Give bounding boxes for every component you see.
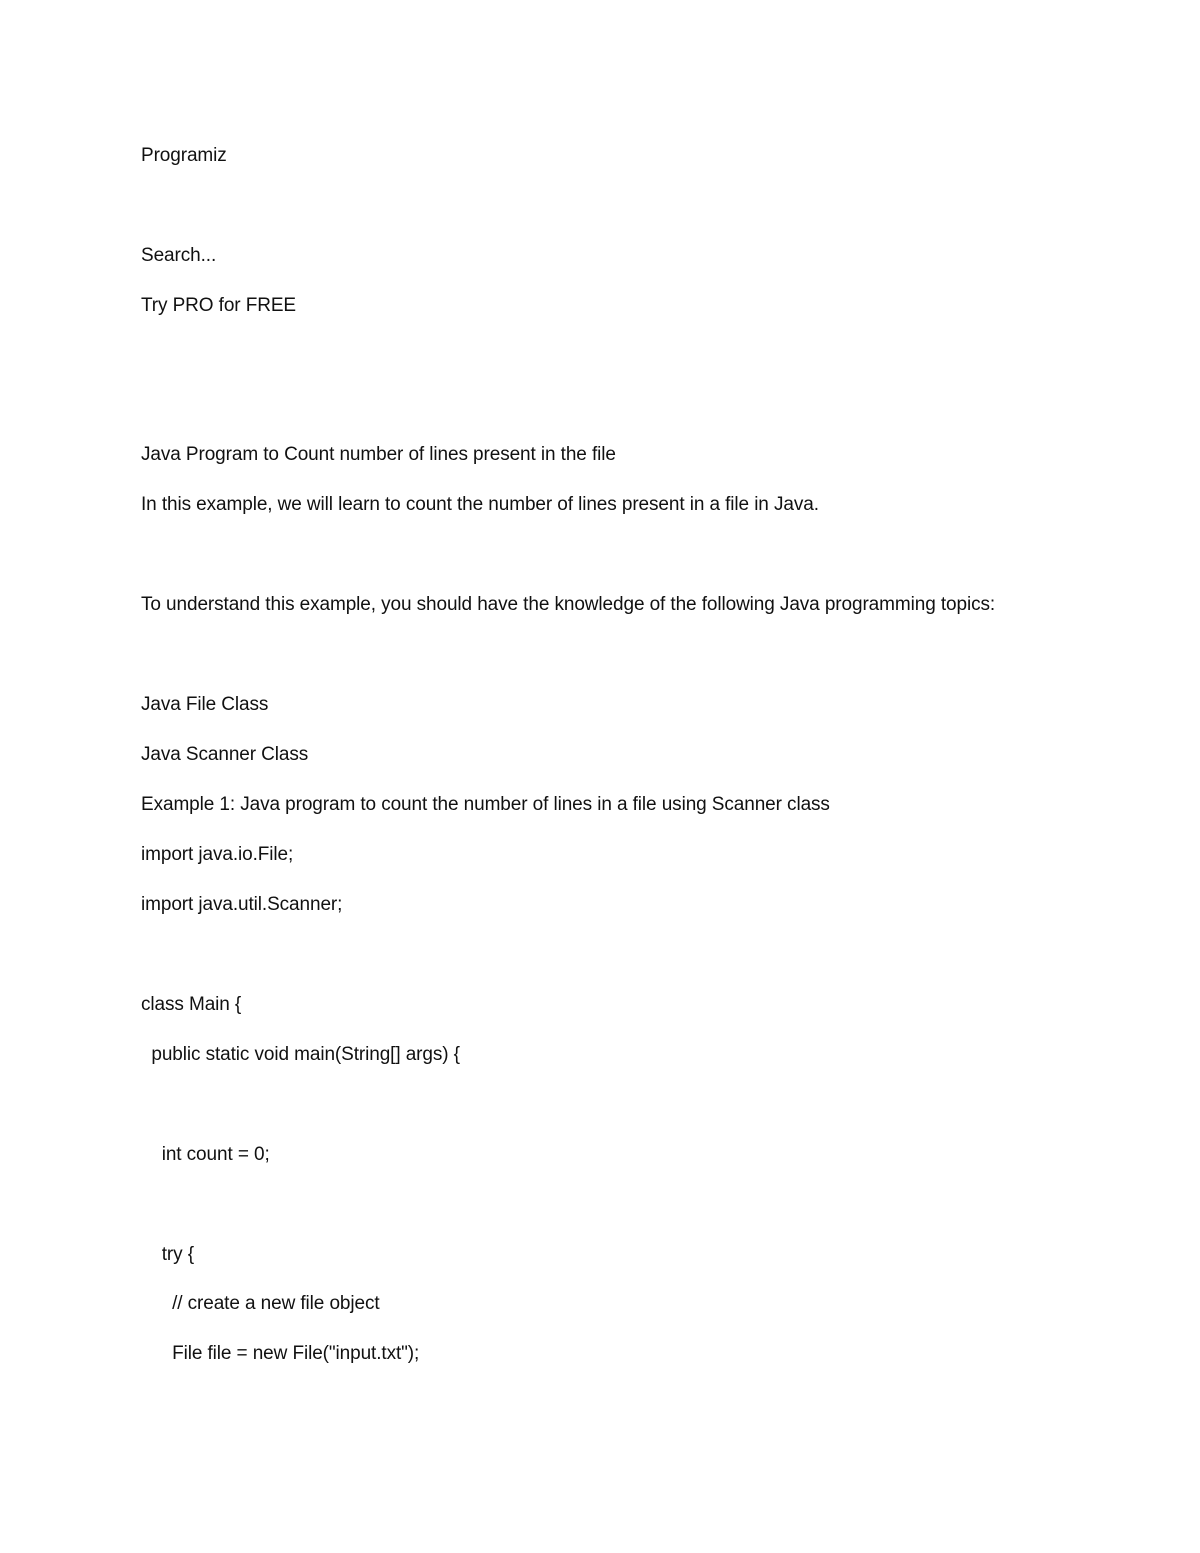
site-name: Programiz — [141, 145, 227, 166]
code-line: File file = new File("input.txt"); — [141, 1343, 420, 1364]
code-line: try { — [141, 1244, 194, 1265]
article-title: Java Program to Count number of lines present in the file — [141, 444, 616, 465]
intro-paragraph: In this example, we will learn to count the number of lines present in a file in Java. — [141, 494, 819, 515]
prerequisites-paragraph: To understand this example, you should have the knowledge of the following Java programming topics: — [141, 594, 996, 615]
code-line: int count = 0; — [141, 1144, 270, 1165]
example-heading: Example 1: Java program to count the number of lines in a file using Scanner class — [141, 794, 830, 815]
try-pro-text: Try PRO for FREE — [141, 295, 296, 316]
code-line: // create a new file object — [141, 1293, 380, 1314]
code-line: class Main { — [141, 994, 242, 1015]
code-line: public static void main(String[] args) { — [141, 1044, 460, 1065]
search-text: Search... — [141, 245, 217, 266]
code-line: import java.io.File; — [141, 844, 294, 865]
topic-item: Java Scanner Class — [141, 744, 309, 765]
code-line: import java.util.Scanner; — [141, 894, 343, 915]
topic-item: Java File Class — [141, 694, 269, 715]
